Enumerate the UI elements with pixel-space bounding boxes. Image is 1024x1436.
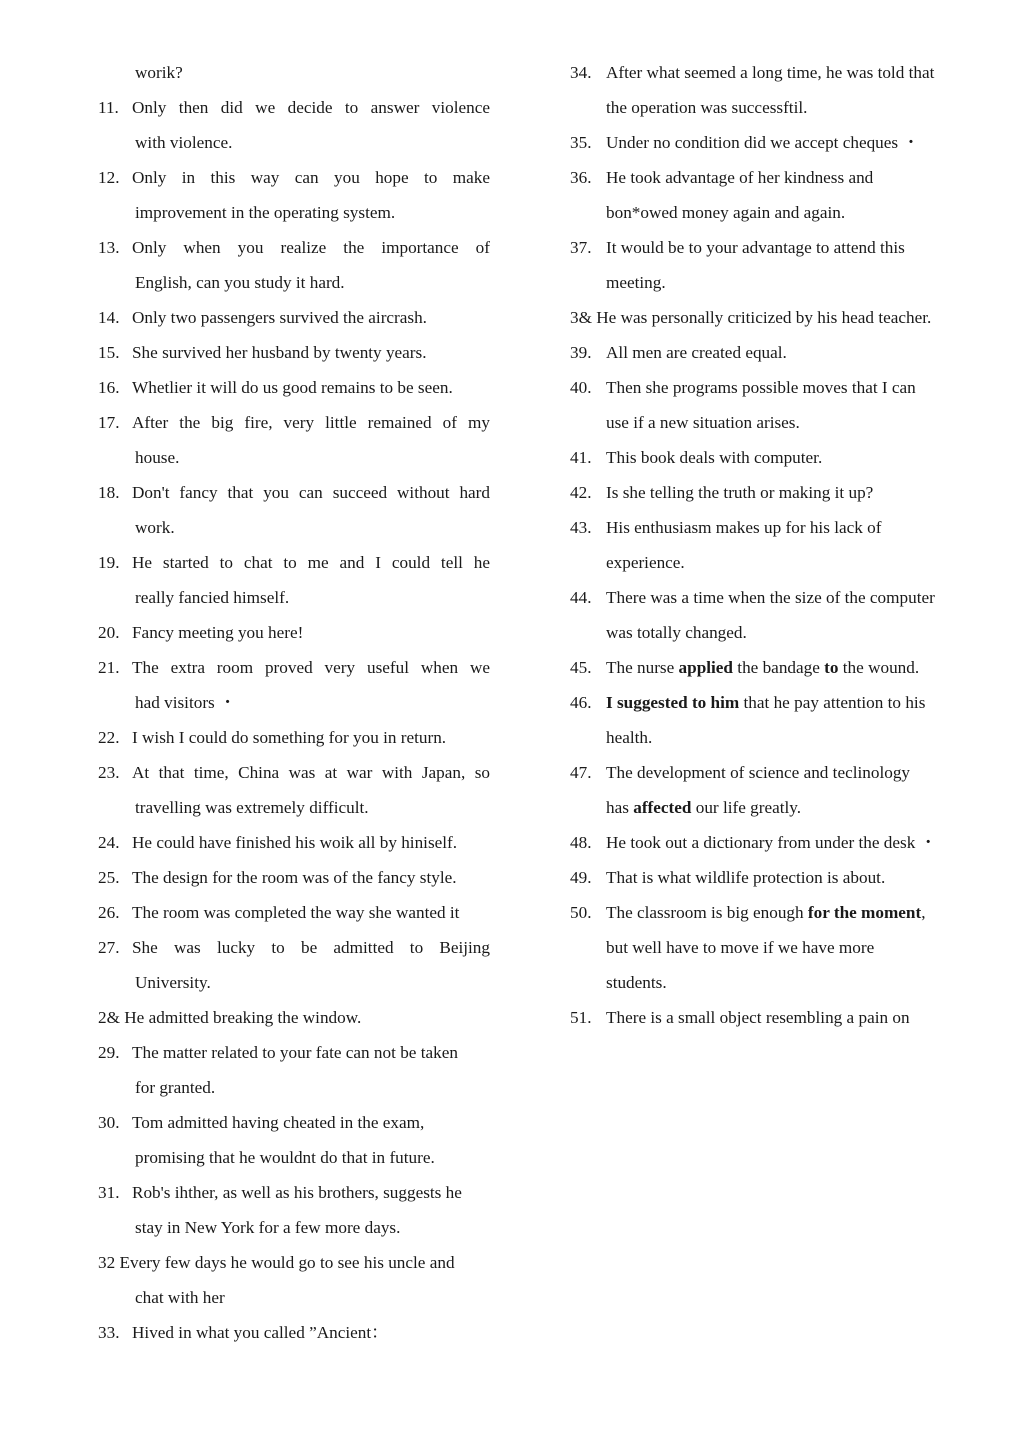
item-number: 12. bbox=[98, 168, 120, 187]
list-item-17: 17. After the big fire, very little remained of my bbox=[98, 405, 490, 440]
list-item-36: 36. He took advantage of her kindness and bbox=[570, 160, 962, 195]
list-item-50-cont: but well have to move if we have more bbox=[606, 938, 875, 957]
list-item-10-cont: worik? bbox=[135, 63, 183, 82]
list-item-23-cont: travelling was extremely difficult. bbox=[135, 798, 369, 817]
item-number: 17. bbox=[98, 413, 120, 432]
item-number: 48. bbox=[570, 833, 592, 852]
list-item-14: 14. Only two passengers survived the aircrash. bbox=[98, 300, 490, 335]
list-item-21: 21. The extra room proved very useful when we bbox=[98, 650, 490, 685]
item-number: 26. bbox=[98, 903, 120, 922]
list-item-35: 35. Under no condition did we accept cheques ・ bbox=[570, 125, 962, 160]
item-number: 14. bbox=[98, 308, 120, 327]
list-item-13-cont: English, can you study it hard. bbox=[135, 273, 345, 292]
list-item-51: 51. There is a small object resembling a pain on bbox=[570, 1000, 962, 1035]
list-item-43-cont: experience. bbox=[606, 553, 685, 572]
list-item-19: 19. He started to chat to me and I could tell he bbox=[98, 545, 490, 580]
list-item-41: 41. This book deals with computer. bbox=[570, 440, 962, 475]
list-item-45: 45. The nurse applied the bandage to the wound. bbox=[570, 650, 962, 685]
list-item-34-cont: the operation was successftil. bbox=[606, 98, 808, 117]
list-item-22: 22. I wish I could do something for you in return. bbox=[98, 720, 490, 755]
list-item-46-cont: health. bbox=[606, 728, 653, 747]
item-number: 36. bbox=[570, 168, 592, 187]
list-item-30: 30. Tom admitted having cheated in the exam, bbox=[98, 1105, 490, 1140]
list-item-11-cont: with violence. bbox=[135, 133, 233, 152]
item-number: 23. bbox=[98, 763, 120, 782]
list-item-13: 13. Only when you realize the importance of bbox=[98, 230, 490, 265]
list-item-20: 20. Fancy meeting you here! bbox=[98, 615, 490, 650]
list-item-37: 37. It would be to your advantage to attend this bbox=[570, 230, 962, 265]
item-number: 37. bbox=[570, 238, 592, 257]
item-number: 39. bbox=[570, 343, 592, 362]
list-item-24: 24. He could have finished his woik all by hiniself. bbox=[98, 825, 490, 860]
list-item-11: 11. Only then did we decide to answer violence bbox=[98, 90, 490, 125]
list-item-50-cont2: students. bbox=[606, 973, 667, 992]
list-item-26: 26. The room was completed the way she wanted it bbox=[98, 895, 490, 930]
item-number: 45. bbox=[570, 658, 592, 677]
list-item-33: 33. Hived in what you called ”Ancient： bbox=[98, 1315, 490, 1350]
item-number: 29. bbox=[98, 1043, 120, 1062]
list-item-44-cont: was totally changed. bbox=[606, 623, 747, 642]
item-number: 13. bbox=[98, 238, 120, 257]
list-item-37-cont: meeting. bbox=[606, 273, 666, 292]
list-item-17-cont: house. bbox=[135, 448, 180, 467]
item-number: 35. bbox=[570, 133, 592, 152]
list-item-46: 46. I suggested to him that he pay attention to his bbox=[570, 685, 962, 720]
item-number: 49. bbox=[570, 868, 592, 887]
list-item-18-cont: work. bbox=[135, 518, 175, 537]
list-item-49: 49. That is what wildlife protection is about. bbox=[570, 860, 962, 895]
list-item-36-cont: bon*owed money again and again. bbox=[606, 203, 846, 222]
item-number: 51. bbox=[570, 1008, 592, 1027]
list-item-47: 47. The development of science and teclinology bbox=[570, 755, 962, 790]
list-item-12-cont: improvement in the operating system. bbox=[135, 203, 396, 222]
item-number: 31. bbox=[98, 1183, 120, 1202]
item-number: 46. bbox=[570, 693, 592, 712]
item-number: 25. bbox=[98, 868, 120, 887]
list-item-43: 43. His enthusiasm makes up for his lack of bbox=[570, 510, 962, 545]
list-item-31-cont: stay in New York for a few more days. bbox=[135, 1218, 401, 1237]
list-item-40-cont: use if a new situation arises. bbox=[606, 413, 800, 432]
list-item-34: 34. After what seemed a long time, he was told that bbox=[570, 55, 962, 90]
left-column bbox=[98, 55, 490, 1350]
list-item-39: 39. All men are created equal. bbox=[570, 335, 962, 370]
list-item-38: 3& He was personally criticized by his head teacher. bbox=[570, 308, 932, 327]
item-number: 24. bbox=[98, 833, 120, 852]
item-number: 30. bbox=[98, 1113, 120, 1132]
item-number: 19. bbox=[98, 553, 120, 572]
item-number: 20. bbox=[98, 623, 120, 642]
list-item-29: 29. The matter related to your fate can not be taken bbox=[98, 1035, 490, 1070]
list-item-16: 16. Whetlier it will do us good remains to be seen. bbox=[98, 370, 490, 405]
list-item-12: 12. Only in this way can you hope to make bbox=[98, 160, 490, 195]
item-number: 40. bbox=[570, 378, 592, 397]
list-item-44: 44. There was a time when the size of the computer bbox=[570, 580, 962, 615]
item-number: 18. bbox=[98, 483, 120, 502]
item-number: 34. bbox=[570, 63, 592, 82]
item-number: 16. bbox=[98, 378, 120, 397]
item-number: 21. bbox=[98, 658, 120, 677]
list-item-21-cont: had visitors ・ bbox=[135, 693, 237, 712]
list-item-32-cont: chat with her bbox=[135, 1288, 225, 1307]
item-number: 47. bbox=[570, 763, 592, 782]
item-number: 42. bbox=[570, 483, 592, 502]
item-number: 22. bbox=[98, 728, 120, 747]
list-item-18: 18. Don't fancy that you can succeed without hard bbox=[98, 475, 490, 510]
list-item-25: 25. The design for the room was of the fancy style. bbox=[98, 860, 490, 895]
list-item-40: 40. Then she programs possible moves that I can bbox=[570, 370, 962, 405]
item-number: 15. bbox=[98, 343, 120, 362]
item-number: 43. bbox=[570, 518, 592, 537]
list-item-48: 48. He took out a dictionary from under the desk ・ bbox=[570, 825, 962, 860]
item-number: 11. bbox=[98, 98, 119, 117]
list-item-50: 50. The classroom is big enough for the moment, bbox=[570, 895, 962, 930]
item-number: 50. bbox=[570, 903, 592, 922]
list-item-32: 32 Every few days he would go to see his uncle and bbox=[98, 1253, 455, 1272]
list-item-29-cont: for granted. bbox=[135, 1078, 216, 1097]
list-item-42: 42. Is she telling the truth or making it up? bbox=[570, 475, 962, 510]
list-item-27: 27. She was lucky to be admitted to Beijing bbox=[98, 930, 490, 965]
list-item-23: 23. At that time, China was at war with Japan, so bbox=[98, 755, 490, 790]
item-number: 44. bbox=[570, 588, 592, 607]
list-item-27-cont: University. bbox=[135, 973, 211, 992]
list-item-15: 15. She survived her husband by twenty years. bbox=[98, 335, 490, 370]
right-column bbox=[570, 55, 962, 1035]
list-item-28: 2& He admitted breaking the window. bbox=[98, 1008, 362, 1027]
list-item-31: 31. Rob's ihther, as well as his brothers, suggests he bbox=[98, 1175, 490, 1210]
item-number: 27. bbox=[98, 938, 120, 957]
list-item-47-cont: has affected our life greatly. bbox=[606, 798, 802, 817]
item-number: 41. bbox=[570, 448, 592, 467]
list-item-19-cont: really fancied himself. bbox=[135, 588, 290, 607]
item-number: 33. bbox=[98, 1323, 120, 1342]
list-item-30-cont: promising that he wouldnt do that in future. bbox=[135, 1148, 435, 1167]
